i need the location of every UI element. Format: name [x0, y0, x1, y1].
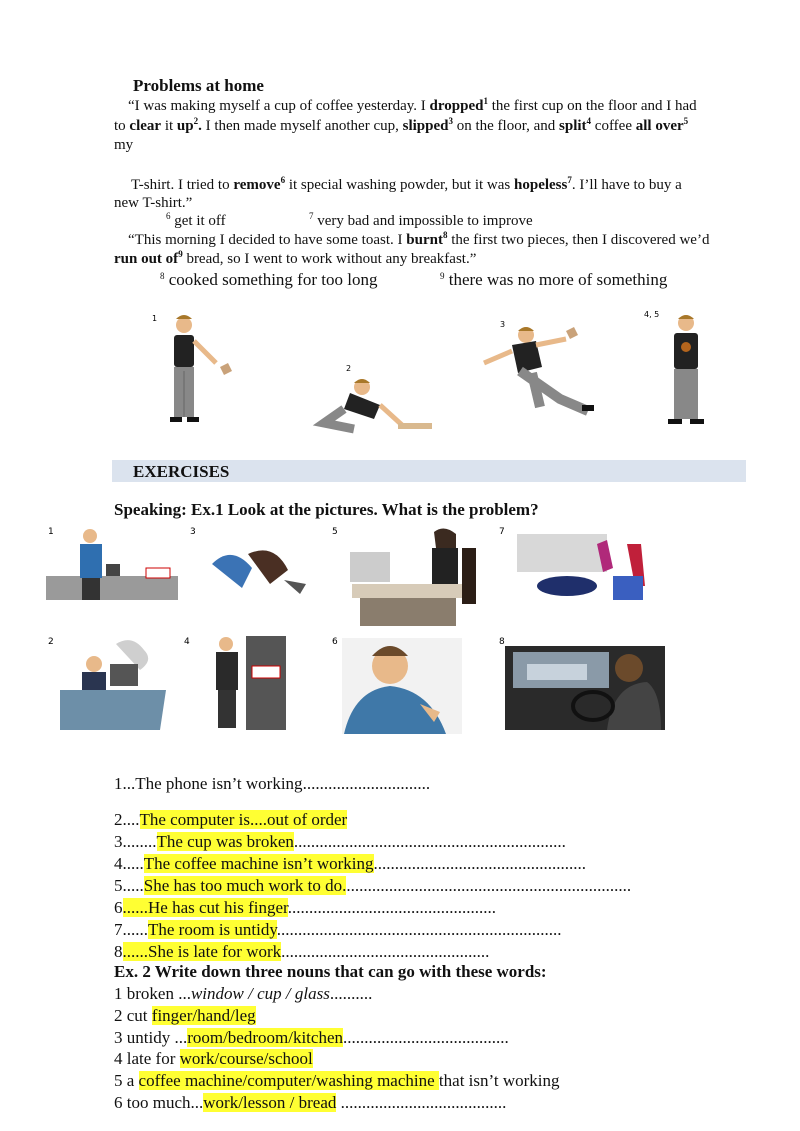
scene-label-1: 1 [152, 314, 158, 323]
ex2-item-6: 6 too much...work/lesson / bread ....................................... [114, 1093, 507, 1112]
ex2-item-2: 2 cut finger/hand/leg [114, 1006, 256, 1025]
glossary-8: $^8$ cooked something for too long [160, 270, 378, 289]
picture-number-1: 1 [48, 527, 54, 537]
story-line-2: to clear it $up^2$. I then made myself another cup, slipped$^3$ on the floor, and split$^4$ coffee all over$^5$ [114, 116, 689, 134]
ex1-answer-6: 6......He has cut his finger................................................. [114, 898, 496, 917]
story-line-1: “I was making myself a cup of coffee yesterday. I dropped$^1$ the first cup on the floor and I had [128, 96, 697, 114]
picture-6 [330, 634, 464, 736]
ex2-item-1: 1 broken ...window / cup / glass.......... [114, 984, 373, 1003]
picture-4 [182, 634, 308, 732]
picture-8 [497, 634, 667, 732]
picture-number-7: 7 [499, 527, 505, 537]
man-slipping-figure [484, 327, 594, 411]
ex2-item-4: 4 late for work/course/school [114, 1049, 313, 1068]
scene-label-2: 2 [346, 364, 352, 373]
story-line-3: my [114, 137, 134, 153]
exercises-heading: EXERCISES [133, 462, 230, 481]
picture-number-8: 8 [499, 637, 505, 647]
scene-label-45: 4, 5 [644, 310, 660, 319]
story-line-5: new T-shirt.” [114, 195, 193, 211]
picture-5 [330, 524, 490, 628]
ex1-answer-1: 1...The phone isn’t working.............................. [114, 774, 431, 793]
ex2-item-3: 3 untidy ...room/bedroom/kitchen....................................... [114, 1028, 509, 1047]
ex1-answer-4: 4.....The coffee machine isn’t working.................................................. [114, 854, 586, 873]
picture-number-4: 4 [184, 637, 190, 647]
ex1-answer-2: 2....The computer is....out of order [114, 810, 348, 829]
picture-3 [188, 524, 324, 604]
man-stained-shirt-figure [668, 315, 704, 424]
ex2-heading: Ex. 2 Write down three nouns that can go with these words: [114, 962, 547, 981]
story2-line-1: “This morning I decided to have some toast. I burnt$^8$ the first two pieces, then I discovered we’d [128, 230, 710, 248]
scene-label-3: 3 [500, 320, 506, 329]
ex2-item-5: 5 a coffee machine/computer/washing machine that isn’t working [114, 1071, 560, 1090]
man-dropping-cup-figure [170, 315, 232, 422]
glossary-6: $^6$ get it off [166, 211, 226, 229]
picture-number-5: 5 [332, 527, 338, 537]
ex1-heading: Speaking: Ex.1 Look at the pictures. What is the problem? [114, 500, 539, 519]
picture-number-2: 2 [48, 637, 54, 647]
picture-1 [46, 524, 182, 602]
story2-line-2: run out $of^9$ bread, so I went to work without any breakfast.” [114, 249, 477, 267]
ex1-answer-7: 7......The room is untidy................................................................... [114, 920, 562, 939]
picture-2 [46, 634, 170, 734]
ex1-answer-3: 3........The cup was broken................................................................ [114, 832, 566, 851]
picture-number-3: 3 [190, 527, 196, 537]
picture-7 [497, 524, 673, 604]
ex1-answer-5: 5.....She has too much work to do.................................................................... [114, 876, 632, 895]
story-illustration [140, 305, 740, 445]
glossary-7: $^7$ very bad and impossible to improve [309, 211, 533, 229]
picture-number-6: 6 [332, 637, 338, 647]
ex1-answer-8: 8......She is late for work................................................. [114, 942, 490, 961]
man-clearing-up-figure [324, 379, 432, 429]
page-title: Problems at home [133, 76, 264, 95]
story-line-4: T-shirt. I tried to remove$^6$ it special washing powder, but it was hopeless$^7$. I’ll have to buy a [131, 175, 682, 193]
glossary-9: $^9$ there was no more of something [440, 270, 668, 289]
